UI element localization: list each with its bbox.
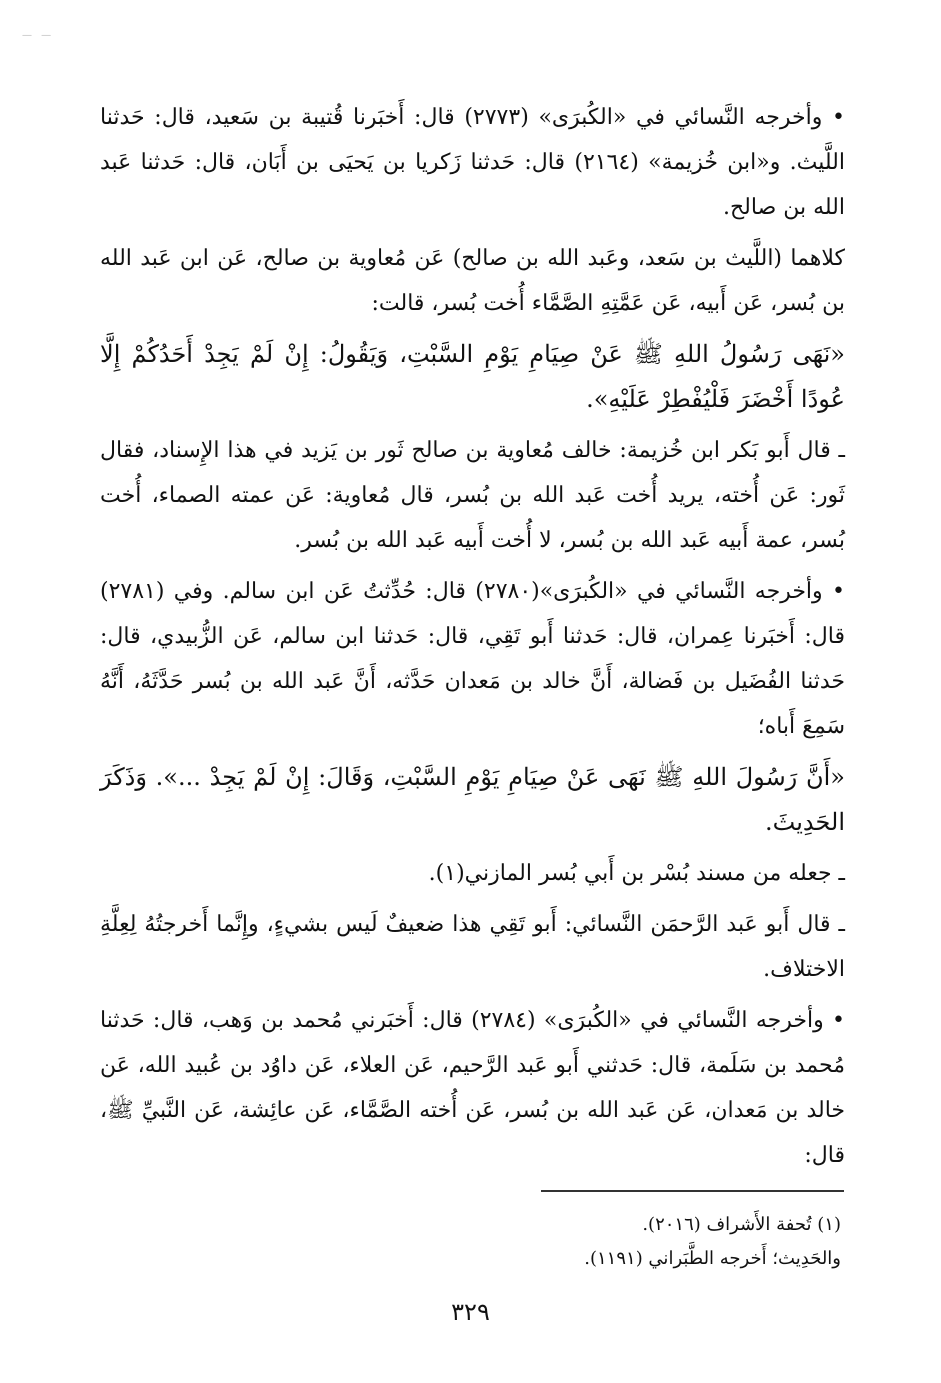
hadith-text-2: «أَنَّ رَسُولَ اللهِ ﷺ نَهَى عَنْ صِيَامِ يَوْمِ السَّبْتِ، وَقَالَ: إِنْ لَمْ يَجِدْ ...». وَذَكَرَ الحَدِيثَ. xyxy=(100,763,845,836)
hadith-text-1: «نَهَى رَسُولُ اللهِ ﷺ عَنْ صِيَامِ يَوْمِ السَّبْتِ، وَيَقُولُ: إِنْ لَمْ يَجِدْ أَحَدُكُمْ إِلَّا عُودًا أَخْضَرَ فَلْيُفْطِرْ عَلَيْهِ». xyxy=(100,340,845,413)
footnote-2: والحَدِيث؛ أَخرجه الطَّبَراني (١١٩١). xyxy=(584,1248,841,1269)
paragraph-8: ـ قال أَبو عَبد الرَّحمَن النَّسائي: أَبو تَقِي هذا ضعيفٌ لَيس بشيءٍ، وإِنَّما أَخرجتُهُ لِعِلَّةِ الاختلاف. xyxy=(100,912,845,982)
paragraph-5: • وأخرجه النَّسائي في «الكُبرَى»(٢٧٨٠) قال: حُدِّثتُ عَن ابن سالم. وفي (٢٧٨١) قال: أَخبَرنا عِمران، قال: حَدثنا أَبو تَقِي، قال: حَدثنا ابن سالم، عَن الزُّبيدي، قال: حَدثنا الفُضَيل بن فَضالة، أَنَّ خالد بن مَعدان حَدَّثه، أَنَّ عَبد الله بن بُسر حَدَّثَهُ، أَنَّهُ سَمِعَ أَباه؛ xyxy=(100,579,845,739)
paragraph-2: كلاهما (اللَّيث بن سَعد، وعَبد الله بن صالح) عَن مُعاوية بن صالح، عَن ابن عَبد الله بن بُسر، عَن أَبيه، عَن عَمَّتِهِ الصَّمَّاء أُخت بُسر، قالت: xyxy=(100,246,845,316)
paragraph-1: • وأخرجه النَّسائي في «الكُبرَى» (٢٧٧٣) قال: أَخبَرنا قُتيبة بن سَعيد، قال: حَدثنا اللَّيث. و«ابن خُزيمة» (٢١٦٤) قال: حَدثنا زَكريا بن يَحيَى بن أَبَان، قال: حَدثنا عَبد الله بن صالح. xyxy=(100,105,846,220)
footnote-1: (١) تُحفة الأَشراف (٢٠١٦). xyxy=(642,1214,841,1235)
footnote-separator xyxy=(541,1190,844,1192)
paragraph-7: ـ جعله من مسند بُسْر بن أَبي بُسر المازني(١). xyxy=(428,861,845,886)
corner-mark: — — xyxy=(22,30,55,41)
main-text xyxy=(100,95,845,1184)
paragraph-9: • وأخرجه النَّسائي في «الكُبرَى» (٢٧٨٤) قال: أَخبَرني مُحمد بن وَهب، قال: حَدثنا مُحمد بن سَلَمة، قال: حَدثني أَبو عَبد الرَّحيم، عَن العلاء، عَن داوُد بن عُبيد الله، عَن خالد بن مَعدان، عَن عَبد الله بن بُسر، عَن أُخته الصَّمَّاء، عَن عائِشة، عَن النَّبيِّ ﷺ، قال: xyxy=(100,1008,845,1168)
footnotes xyxy=(100,1208,845,1276)
page-number: ٣٢٩ xyxy=(451,1298,490,1326)
paragraph-4: ـ قال أَبو بَكر ابن خُزيمة: خالف مُعاوية بن صالح ثَور بن يَزيد في هذا الإِسناد، فقال ثَور: عَن أُخته، يريد أُخت عَبد الله بن بُسر، قال مُعاوية: عَن عمته الصماء، أُخت بُسر، عمة أَبيه عَبد الله بن بُسر، لا أُخت أَبيه عَبد الله بن بُسر. xyxy=(100,438,845,553)
